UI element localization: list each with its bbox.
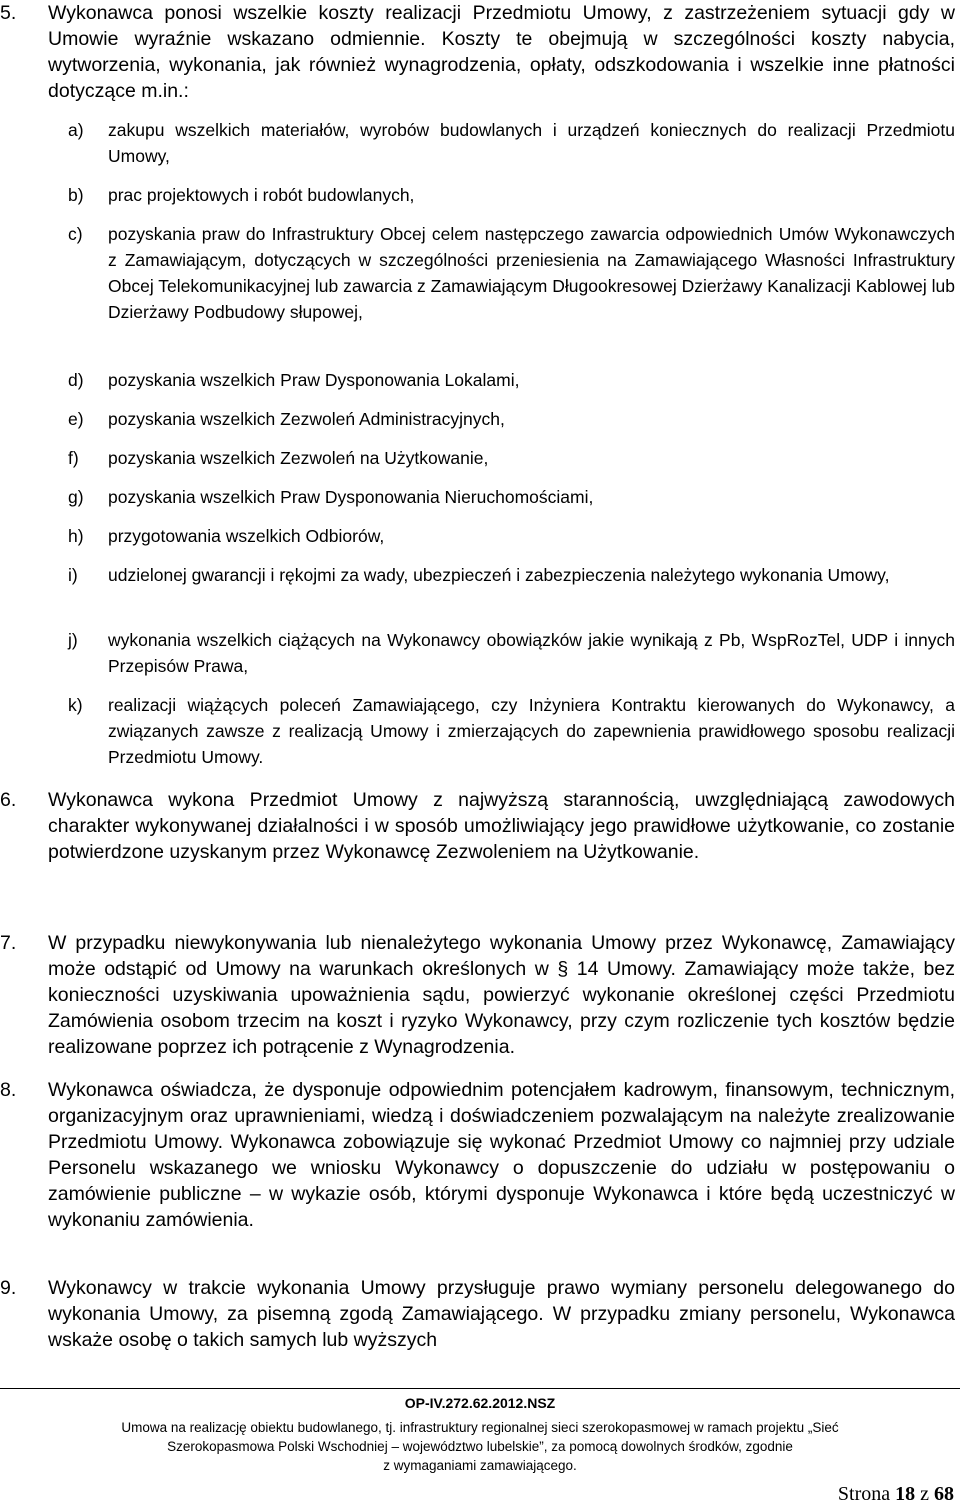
list-item-j <box>68 627 955 679</box>
paragraph-number: 7. <box>0 932 17 954</box>
paragraph-text: Wykonawca wykona Przedmiot Umowy z najwyższą starannością, uwzględniającą zawodowych charakter wykonywanej działalności i w sposób umożliwiający jego prawidłowe użytkowanie, co zostanie potwierdzone uzyskanym przez Wykonawcę Zezwoleniem na Użytkowanie. <box>48 789 955 863</box>
paragraph-number: 6. <box>0 789 17 811</box>
list-letter: h) <box>68 526 84 546</box>
list-item-text: udzielonej gwarancji i rękojmi za wady, ubezpieczeń i zabezpieczenia należytego wykonania Umowy, <box>108 565 890 585</box>
paragraph-7 <box>0 930 955 1060</box>
list-item-text: pozyskania wszelkich Praw Dysponowania Lokalami, <box>108 370 520 390</box>
page-of: z <box>920 1483 929 1505</box>
list-letter: g) <box>68 487 84 507</box>
list-item-text: pozyskania wszelkich Zezwoleń na Użytkowanie, <box>108 448 489 468</box>
paragraph-5 <box>0 0 955 104</box>
paragraph-8 <box>0 1077 955 1233</box>
footer-line: Szerokopasmowa Polski Wschodniej – województwo lubelskie”, za pomocą dowolnych środków, zgodnie <box>167 1439 793 1454</box>
list-letter: i) <box>68 565 78 585</box>
list-item-h <box>68 523 955 549</box>
list-item-e <box>68 406 955 432</box>
paragraph-number: 5. <box>0 2 17 24</box>
footer-line: z wymaganiami zamawiającego. <box>383 1458 577 1473</box>
paragraph-text: Wykonawcy w trakcie wykonania Umowy przysługuje prawo wymiany personelu delegowanego do wykonania Umowy, za pisemną zgodą Zamawiającego. W przypadku zmiany personelu, Wykonawca wskaże osobę o takich samych lub wyższych <box>48 1277 955 1351</box>
paragraph-number: 8. <box>0 1079 17 1101</box>
list-item-text: przygotowania wszelkich Odbiorów, <box>108 526 385 546</box>
list-item-text: pozyskania praw do Infrastruktury Obcej celem następczego zawarcia odpowiednich Umów Wykonawczych z Zamawiającym, dotyczących w szczególności przeniesienia na Zamawiającego Własności Infrastruktury Obcej Telekomunikacyjnej lub zawarcia z Zamawiającym Długookresowej Dzierżawy Kanalizacji Kablowej lub Dzierżawy Podbudowy słupowej, <box>108 224 955 322</box>
list-letter: j) <box>68 630 78 650</box>
list-item-text: realizacji wiążących poleceń Zamawiającego, czy Inżyniera Kontraktu kierowanych do Wykonawcy, a związanych zawsze z realizacją Umowy i zmierzających do zapewnienia prawidłowego sposobu realizacji Przedmiotu Umowy. <box>108 695 955 767</box>
list-letter: f) <box>68 448 79 468</box>
footer-divider <box>0 1388 960 1389</box>
paragraph-9 <box>0 1275 955 1353</box>
paragraph-number: 9. <box>0 1277 17 1299</box>
page-current: 18 <box>895 1483 916 1505</box>
list-item-d <box>68 367 955 393</box>
list-item-text: pozyskania wszelkich Praw Dysponowania Nieruchomościami, <box>108 487 594 507</box>
list-item-text: pozyskania wszelkich Zezwoleń Administracyjnych, <box>108 409 505 429</box>
page-total: 68 <box>934 1483 954 1505</box>
list-item-f <box>68 445 955 471</box>
paragraph-text: Wykonawca ponosi wszelkie koszty realizacji Przedmiotu Umowy, z zastrzeżeniem sytuacji gdy w Umowie wyraźnie wskazano odmiennie. Koszty te obejmują w szczególności koszty nabycia, wytworzenia, wykonania, jak również wynagrodzenia, opłaty, odszkodowania i wszelkie inne płatności dotyczące m.in.: <box>48 2 955 102</box>
list-item-text: prac projektowych i robót budowlanych, <box>108 185 415 205</box>
list-item-c <box>68 221 955 325</box>
list-item-k <box>68 692 955 770</box>
list-item-g <box>68 484 955 510</box>
footer-text <box>10 1418 950 1475</box>
paragraph-6 <box>0 787 955 865</box>
list-letter: e) <box>68 409 84 429</box>
list-letter: c) <box>68 224 83 244</box>
list-item-text: wykonania wszelkich ciążących na Wykonawcy obowiązków jakie wynikają z Pb, WspRozTel, UDP i innych Przepisów Prawa, <box>108 630 955 676</box>
paragraph-text: W przypadku niewykonywania lub nienależytego wykonania Umowy przez Wykonawcę, Zamawiający może odstąpić od Umowy na warunkach określonych w § 14 Umowy. Zamawiający może także, bez konieczności uzyskiwania upoważnienia sądu, powierzyć wykonanie określonej części Przedmiotu Zamówienia osobom trzecim na koszt i ryzyko Wykonawcy, przy czym rozliczenie tych kosztów będzie realizowane poprzez ich potrącenie z Wynagrodzenia. <box>48 932 955 1058</box>
list-letter: d) <box>68 370 84 390</box>
list-letter: b) <box>68 185 84 205</box>
list-letter: a) <box>68 120 84 140</box>
list-item-text: zakupu wszelkich materiałów, wyrobów budowlanych i urządzeń koniecznych do realizacji Przedmiotu Umowy, <box>108 120 955 166</box>
page-prefix: Strona <box>837 1483 891 1505</box>
paragraph-text: Wykonawca oświadcza, że dysponuje odpowiednim potencjałem kadrowym, finansowym, technicznym, organizacyjnym oraz uprawnieniami, wiedzą i doświadczeniem pozwalającym na należyte zrealizowanie Przedmiotu Umowy. Wykonawca zobowiązuje się wykonać Przedmiot Umowy co najmniej przy udziale Personelu wskazanego we wniosku Wykonawcy o dopuszczenie do udziału w postępowaniu o zamówienie publiczne – w wykazie osób, którymi dysponuje Wykonawca i które będą uczestniczyć w wykonaniu zamówienia. <box>48 1079 955 1231</box>
footer-line: Umowa na realizację obiektu budowlanego, tj. infrastruktury regionalnej sieci szerokopasmowej w ramach projektu „Sieć <box>121 1420 839 1435</box>
list-item-i <box>68 562 955 588</box>
document-reference: OP-IV.272.62.2012.NSZ <box>404 1395 556 1411</box>
list-item-b <box>68 182 955 208</box>
list-letter: k) <box>68 695 83 715</box>
list-item-a <box>68 117 955 169</box>
page-number <box>838 1482 954 1506</box>
